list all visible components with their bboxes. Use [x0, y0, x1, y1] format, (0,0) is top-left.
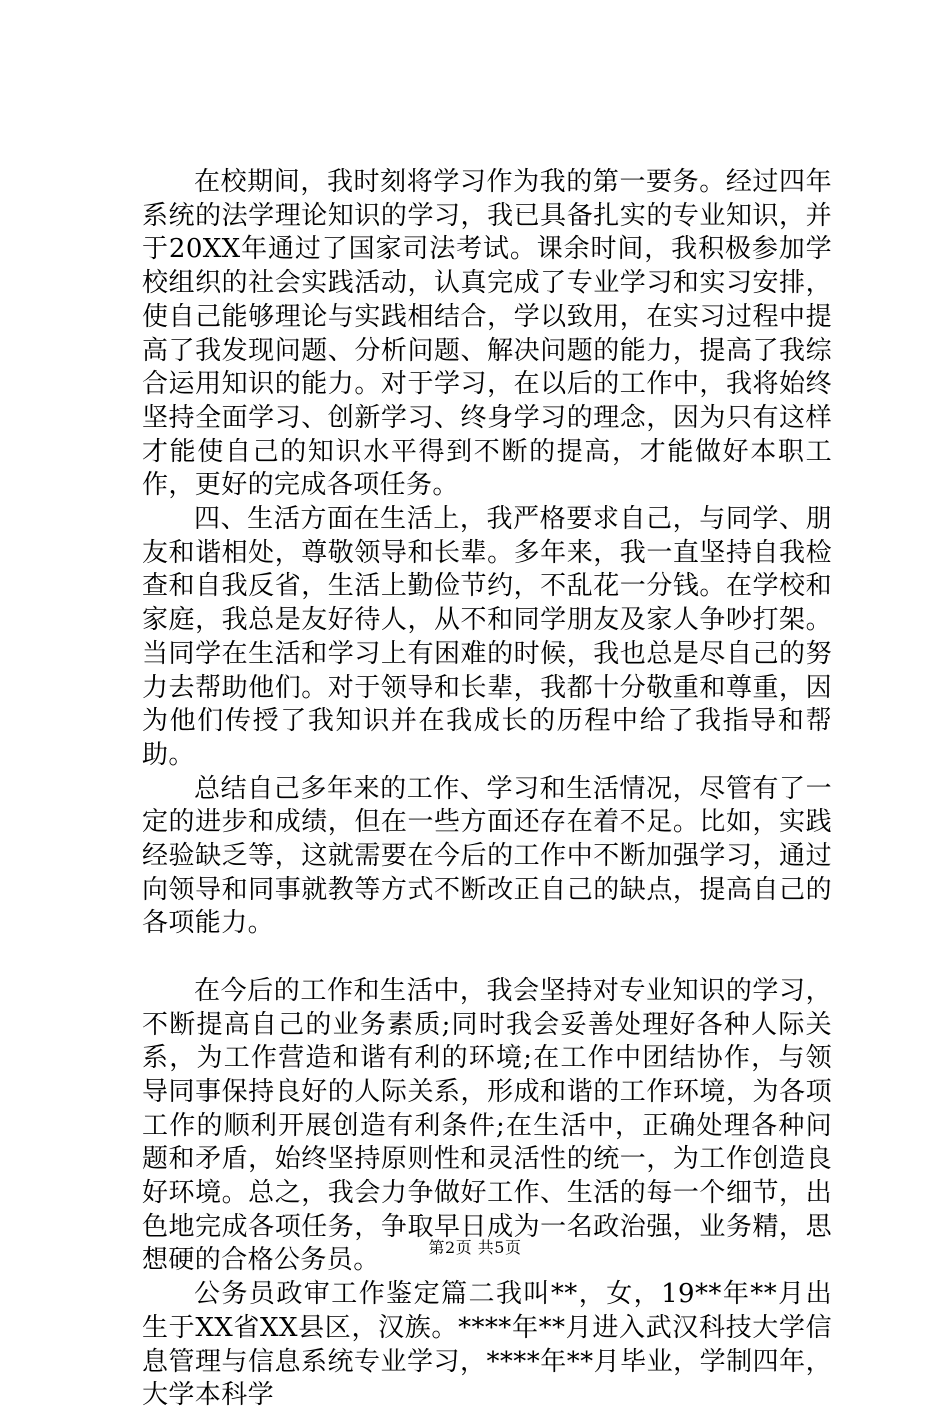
paragraph-summary: 总结自己多年来的工作、学习和生活情况，尽管有了一定的进步和成绩，但在一些方面还存在着不足。比如，实践经验缺乏等，这就需要在今后的工作中不断加强学习，通过向领导和同事就教等方式不断改正自己的缺点，提高自己的各项能力。: [142, 773, 832, 939]
paragraph-future: 在今后的工作和生活中，我会坚持对专业知识的学习，不断提高自己的业务素质;同时我会妥善处理好各种人际关系，为工作营造和谐有利的环境;在工作中团结协作，与领导同事保持良好的人际关系，形成和谐的工作环境，为各项工作的顺利开展创造有利条件;在生活中，正确处理各种问题和矛盾，始终坚持原则性和灵活性的统一，为工作创造良好环境。总之，我会力争做好工作、生活的每一个细节，出色地完成各项任务，争取早日成为一名政治强，业务精，思想硬的合格公务员。: [142, 975, 832, 1276]
document-body: [142, 166, 832, 1413]
paragraph-life: 四、生活方面在生活上，我严格要求自己，与同学、朋友和谐相处，尊敬领导和长辈。多年来，我一直坚持自我检查和自我反省，生活上勤俭节约，不乱花一分钱。在学校和家庭，我总是友好待人，从不和同学朋友及家人争吵打架。当同学在生活和学习上有困难的时候，我也总是尽自己的努力去帮助他们。对于领导和长辈，我都十分敬重和尊重，因为他们传授了我知识并在我成长的历程中给了我指导和帮助。: [142, 504, 832, 770]
paragraph-study: 在校期间，我时刻将学习作为我的第一要务。经过四年系统的法学理论知识的学习，我已具备扎实的专业知识，并于20XX年通过了国家司法考试。课余时间，我积极参加学校组织的社会实践活动，认真完成了专业学习和实习安排，使自己能够理论与实践相结合，学以致用，在实习过程中提高了我发现问题、分析问题、解决问题的能力，提高了我综合运用知识的能力。对于学习，在以后的工作中，我将始终坚持全面学习、创新学习、终身学习的理念，因为只有这样才能使自己的知识水平得到不断的提高，才能做好本职工作，更好的完成各项任务。: [142, 167, 832, 501]
page-number-footer: 第2页 共5页: [428, 1238, 522, 1257]
paragraph-spacer: [142, 941, 832, 975]
paragraph-part-two: 公务员政审工作鉴定篇二我叫**，女，19**年**月出生于XX省XX县区，汉族。****年**月进入武汉科技大学信息管理与信息系统专业学习，****年**月毕业，学制四年，大学本科学: [142, 1279, 832, 1411]
